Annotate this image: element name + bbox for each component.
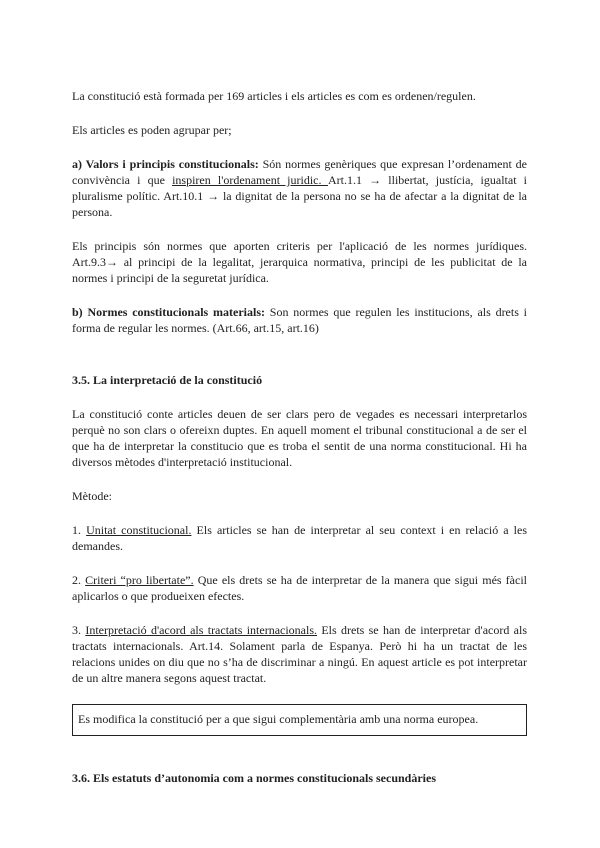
section-b-text: Son normes que regulen les institucions, als drets i forma de regular les normes. (Art.66, art.15, art.16) xyxy=(72,305,528,335)
method-2-text: Que els drets se ha de interpretar de la manera que sigui més fàcil aplicarlos o que produeixen efectes. xyxy=(72,573,527,603)
method-label: Mètode: xyxy=(72,489,112,503)
method-1-label: Unitat constitucional. xyxy=(86,523,192,537)
section-3-6-title: 3.6. Els estatuts d’autonomia com a normes constitucionals secundàries xyxy=(72,771,437,785)
section-b-paragraph xyxy=(72,304,527,336)
method-1-number: 1. xyxy=(72,523,87,537)
section-a-text-1: Són normes genèriques que expresan l’ordenament de convivència i que xyxy=(72,157,528,187)
method-3-number: 3. xyxy=(72,623,86,637)
method-3-paragraph xyxy=(72,622,527,686)
grouping-paragraph: Els articles es poden agrupar per; xyxy=(72,123,232,137)
method-3-text: Els drets se han de interpretar d'acord als tractats internacionals. Art.14. Solament parla de Espanya. Però hi ha un tractat de les relacions unides on diu que no s’ha de discriminar a ningú. En aquest article es pot interpretar de un altre manera segons aquest tractat. xyxy=(72,623,528,685)
interpretation-paragraph: La constitució conte articles deuen de ser clars pero de vegades es necessari interpretarlos perquè no son clars o ofereixn duptes. En aquell moment el tribunal constitucional a de ser el que ha de interpretar la constitucio que es troba el sentit de una norma constitucional. Hi ha diversos mètodes d'interpretació institucional. xyxy=(72,407,527,469)
section-a-paragraph xyxy=(72,156,527,220)
section-a-text-2: Art.1.1 → llibertat, justícia, igualtat i pluralisme polític. Art.10.1 → la dignitat de la persona no se ha de afectar a la dignitat de la persona. xyxy=(72,173,528,219)
method-1-paragraph xyxy=(72,522,527,554)
section-a-underlined: inspiren l'ordenament juridic. xyxy=(172,173,328,187)
intro-paragraph: La constitució està formada per 169 articles i els articles es com es ordenen/regulen. xyxy=(72,89,476,103)
method-1-text: Els articles se han de interpretar al seu context i en relació a les demandes. xyxy=(72,523,527,553)
document-body xyxy=(72,88,527,786)
method-3-label: Interpretació d'acord als tractats internacionals. xyxy=(85,623,318,637)
boxed-note: Es modifica la constitució per a que sigui complementària amb una norma europea. xyxy=(72,704,527,736)
section-3-5-title: 3.5. La interpretació de la constitució xyxy=(72,373,263,387)
method-2-number: 2. xyxy=(72,573,86,587)
principles-paragraph: Els principis són normes que aporten criteris per l'aplicació de les normes jurídiques. Art.9.3→ al principi de la legalitat, jerarquica normativa, principi de les publicitat de la normes i principi de la seguretat jurídica. xyxy=(72,239,527,285)
method-2-label: Criteri “pro libertate”. xyxy=(85,573,194,587)
method-2-paragraph xyxy=(72,572,527,604)
section-a-heading: a) Valors i principis constitucionals: xyxy=(72,157,259,171)
section-b-heading: b) Normes constitucionals materials: xyxy=(72,305,265,319)
